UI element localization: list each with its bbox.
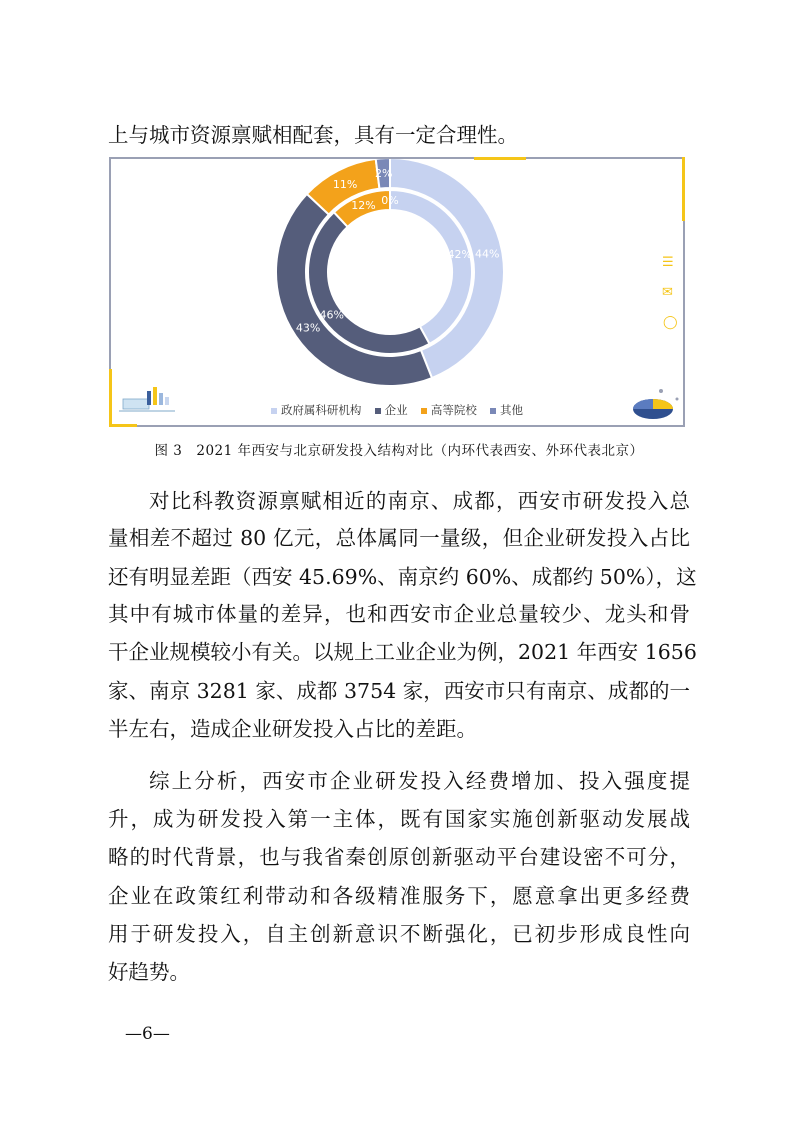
legend-item: 高等院校 [421,402,477,418]
pie-illustration-icon [631,387,681,423]
slice-data-label: 2% [375,167,393,181]
paragraph-line: 用于研发投入，自主创新意识不断强化，已初步形成良性向 [108,922,690,946]
slice-data-label: 43% [295,321,321,335]
donut-chart [111,159,683,425]
page-number: —6— [125,1024,170,1044]
paragraph-line: 家、南京 3281 家、成都 3754 家，西安市只有南京、成都的一 [108,679,690,703]
slice-data-label: 46% [319,308,344,322]
figure-caption: 图 3 2021 年西安与北京研发投入结构对比（内环代表西安、外环代表北京） [154,443,644,459]
paragraph-line: 量相差不超过 80 亿元，总体属同一量级，但企业研发投入占比 [108,526,690,550]
paragraph-line: 还有明显差距（西安 45.69%、南京约 60%、成都约 50%），这 [108,565,697,589]
paragraph-line: 略的时代背景，也与我省秦创原创新驱动平台建设密不可分， [108,845,690,869]
paragraph-line: 干企业规模较小有关。以规上工业企业为例，2021 年西安 1656 [108,640,697,664]
mail-icon[interactable]: ✉ [662,285,673,300]
stack-illustration-icon [117,385,177,415]
intro-tail-line: 上与城市资源禀赋相配套，具有一定合理性。 [108,123,518,147]
paragraph-line: 综上分析，西安市企业研发投入经费增加、投入强度提 [149,769,690,793]
chart-legend [111,402,683,418]
legend-item: 企业 [375,402,408,418]
slice-data-label: 11% [332,177,358,191]
paragraph-line: 升，成为研发投入第一主体，既有国家实施创新驱动发展战 [108,807,690,831]
slice-data-label: 42% [447,248,472,262]
paragraph-line: 对比科教资源禀赋相近的南京、成都，西安市研发投入总 [149,489,690,513]
legend-item: 政府属科研机构 [271,402,362,418]
slice-data-label: 44% [475,247,500,261]
paragraph-line: 其中有城市体量的差异，也和西安市企业总量较少、龙头和骨 [108,602,690,626]
paragraph-line: 半左右，造成企业研发投入占比的差距。 [108,717,477,741]
chat-icon[interactable]: ◯ [663,315,678,330]
slice-data-label: 0% [381,194,399,207]
chart-frame [109,157,685,427]
slice-data-label: 12% [351,199,376,213]
paragraph-line: 好趋势。 [108,960,190,984]
paragraph-line: 企业在政策红利带动和各级精准服务下，愿意拿出更多经费 [108,884,690,908]
legend-item: 其他 [490,402,523,418]
menu-icon[interactable]: ☰ [662,255,674,270]
outer-ring-slice [276,194,432,386]
